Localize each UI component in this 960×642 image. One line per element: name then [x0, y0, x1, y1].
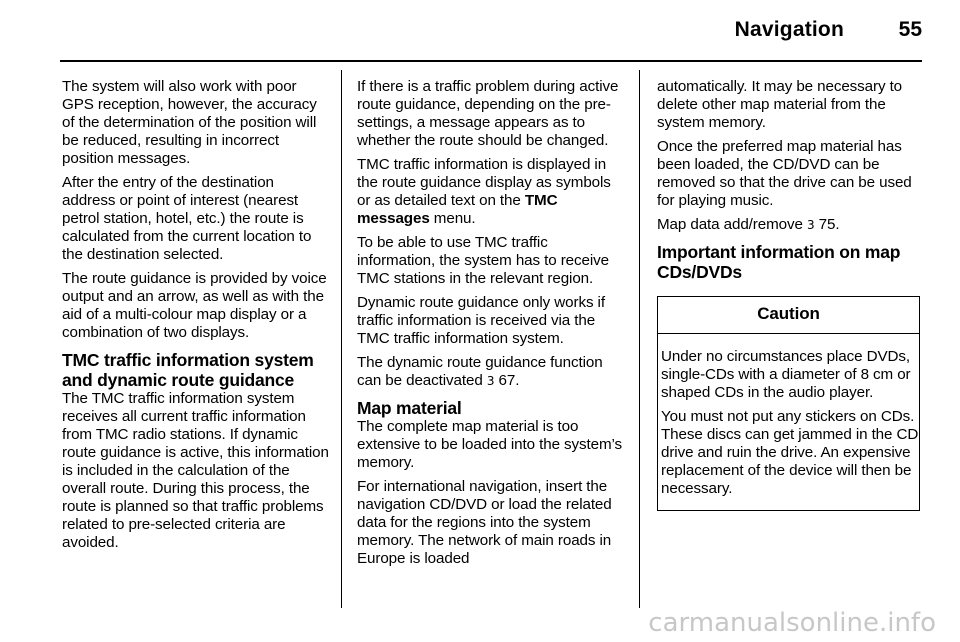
heading-important-information: Important information on map CDs/DVDs: [657, 242, 901, 282]
paragraph-international-navigation: For international navigation, insert the navigation CD/DVD or load the related data for the regions into the system memory. The network of main roads in Europe is loaded: [357, 478, 612, 567]
heading-map-material: Map material: [357, 398, 462, 418]
tmc-messages-menu-label: TMC messages: [357, 192, 558, 227]
column-2: [357, 78, 625, 574]
paragraph-map-extensive: The complete map material is too extensive to be loaded into the system’s memory.: [357, 418, 623, 471]
heading-tmc-traffic: TMC traffic information system and dynamic route guidance: [62, 350, 314, 390]
page-reference-arrow-icon: 3: [806, 218, 815, 232]
page-title: Navigation: [734, 18, 844, 41]
column-1: [62, 78, 330, 558]
caution-paragraph-stickers: You must not put any stickers on CDs. These discs can get jammed in the CD drive and ruin the drive. An expensive replacement of the device will then be necessary.: [661, 408, 919, 497]
watermark: carmanualsonline.info: [648, 608, 936, 638]
paragraph-map-data-add-remove: Map data add/remove 3 75.: [657, 216, 840, 233]
paragraph-dynamic-guidance: Dynamic route guidance only works if traffic information is received via the TMC traffic information system.: [357, 294, 605, 347]
page-reference-link[interactable]: 67.: [494, 372, 520, 389]
caution-box: [657, 296, 920, 511]
paragraph-route-guidance: The route guidance is provided by voice output and an arrow, as well as with the aid of a multi-colour map display or a combination of two displays.: [62, 270, 327, 341]
page-number: 55: [898, 18, 922, 41]
header-divider: [60, 60, 922, 62]
paragraph-delete-map: automatically. It may be necessary to delete other map material from the system memory.: [657, 78, 903, 131]
paragraph-map-loaded: Once the preferred map material has been loaded, the CD/DVD can be removed so that the drive can be used for playing music.: [657, 138, 912, 209]
paragraph-tmc-system: The TMC traffic information system receives all current traffic information from TMC radio stations. If dynamic route guidance is active, this information is included in the calculation of the overall route. During this process, the route is planned so that traffic problems related to pre-selected criteria are avoided.: [62, 390, 329, 551]
column-divider-2: [639, 70, 640, 608]
column-divider-1: [341, 70, 342, 608]
paragraph-destination-entry: After the entry of the destination address or point of interest (nearest petrol station, hotel, etc.) the route is calculated from the current location to the destination selected.: [62, 174, 312, 263]
page-reference-arrow-icon: 3: [486, 374, 495, 388]
paragraph-deactivate: The dynamic route guidance function can be deactivated 3 67.: [357, 354, 603, 389]
page-header: [0, 0, 960, 62]
paragraph-traffic-problem: If there is a traffic problem during active route guidance, depending on the pre-settings, a message appears as to whether the route should be changed.: [357, 78, 619, 149]
paragraph-tmc-stations: To be able to use TMC traffic information, the system has to receive TMC stations in the relevant region.: [357, 234, 609, 287]
page-reference-link[interactable]: 75.: [814, 216, 840, 233]
paragraph-gps-reception: The system will also work with poor GPS reception, however, the accuracy of the determination of the position will be reduced, resulting in incorrect position messages.: [62, 78, 317, 167]
caution-body: [658, 334, 919, 510]
caution-title: Caution: [658, 297, 919, 334]
column-3: [657, 78, 925, 511]
caution-paragraph-cds: Under no circumstances place DVDs, single-CDs with a diameter of 8 cm or shaped CDs in the audio player.: [661, 348, 911, 401]
paragraph-tmc-display: TMC traffic information is displayed in the route guidance display as symbols or as detailed text on the TMC messages menu.: [357, 156, 611, 227]
